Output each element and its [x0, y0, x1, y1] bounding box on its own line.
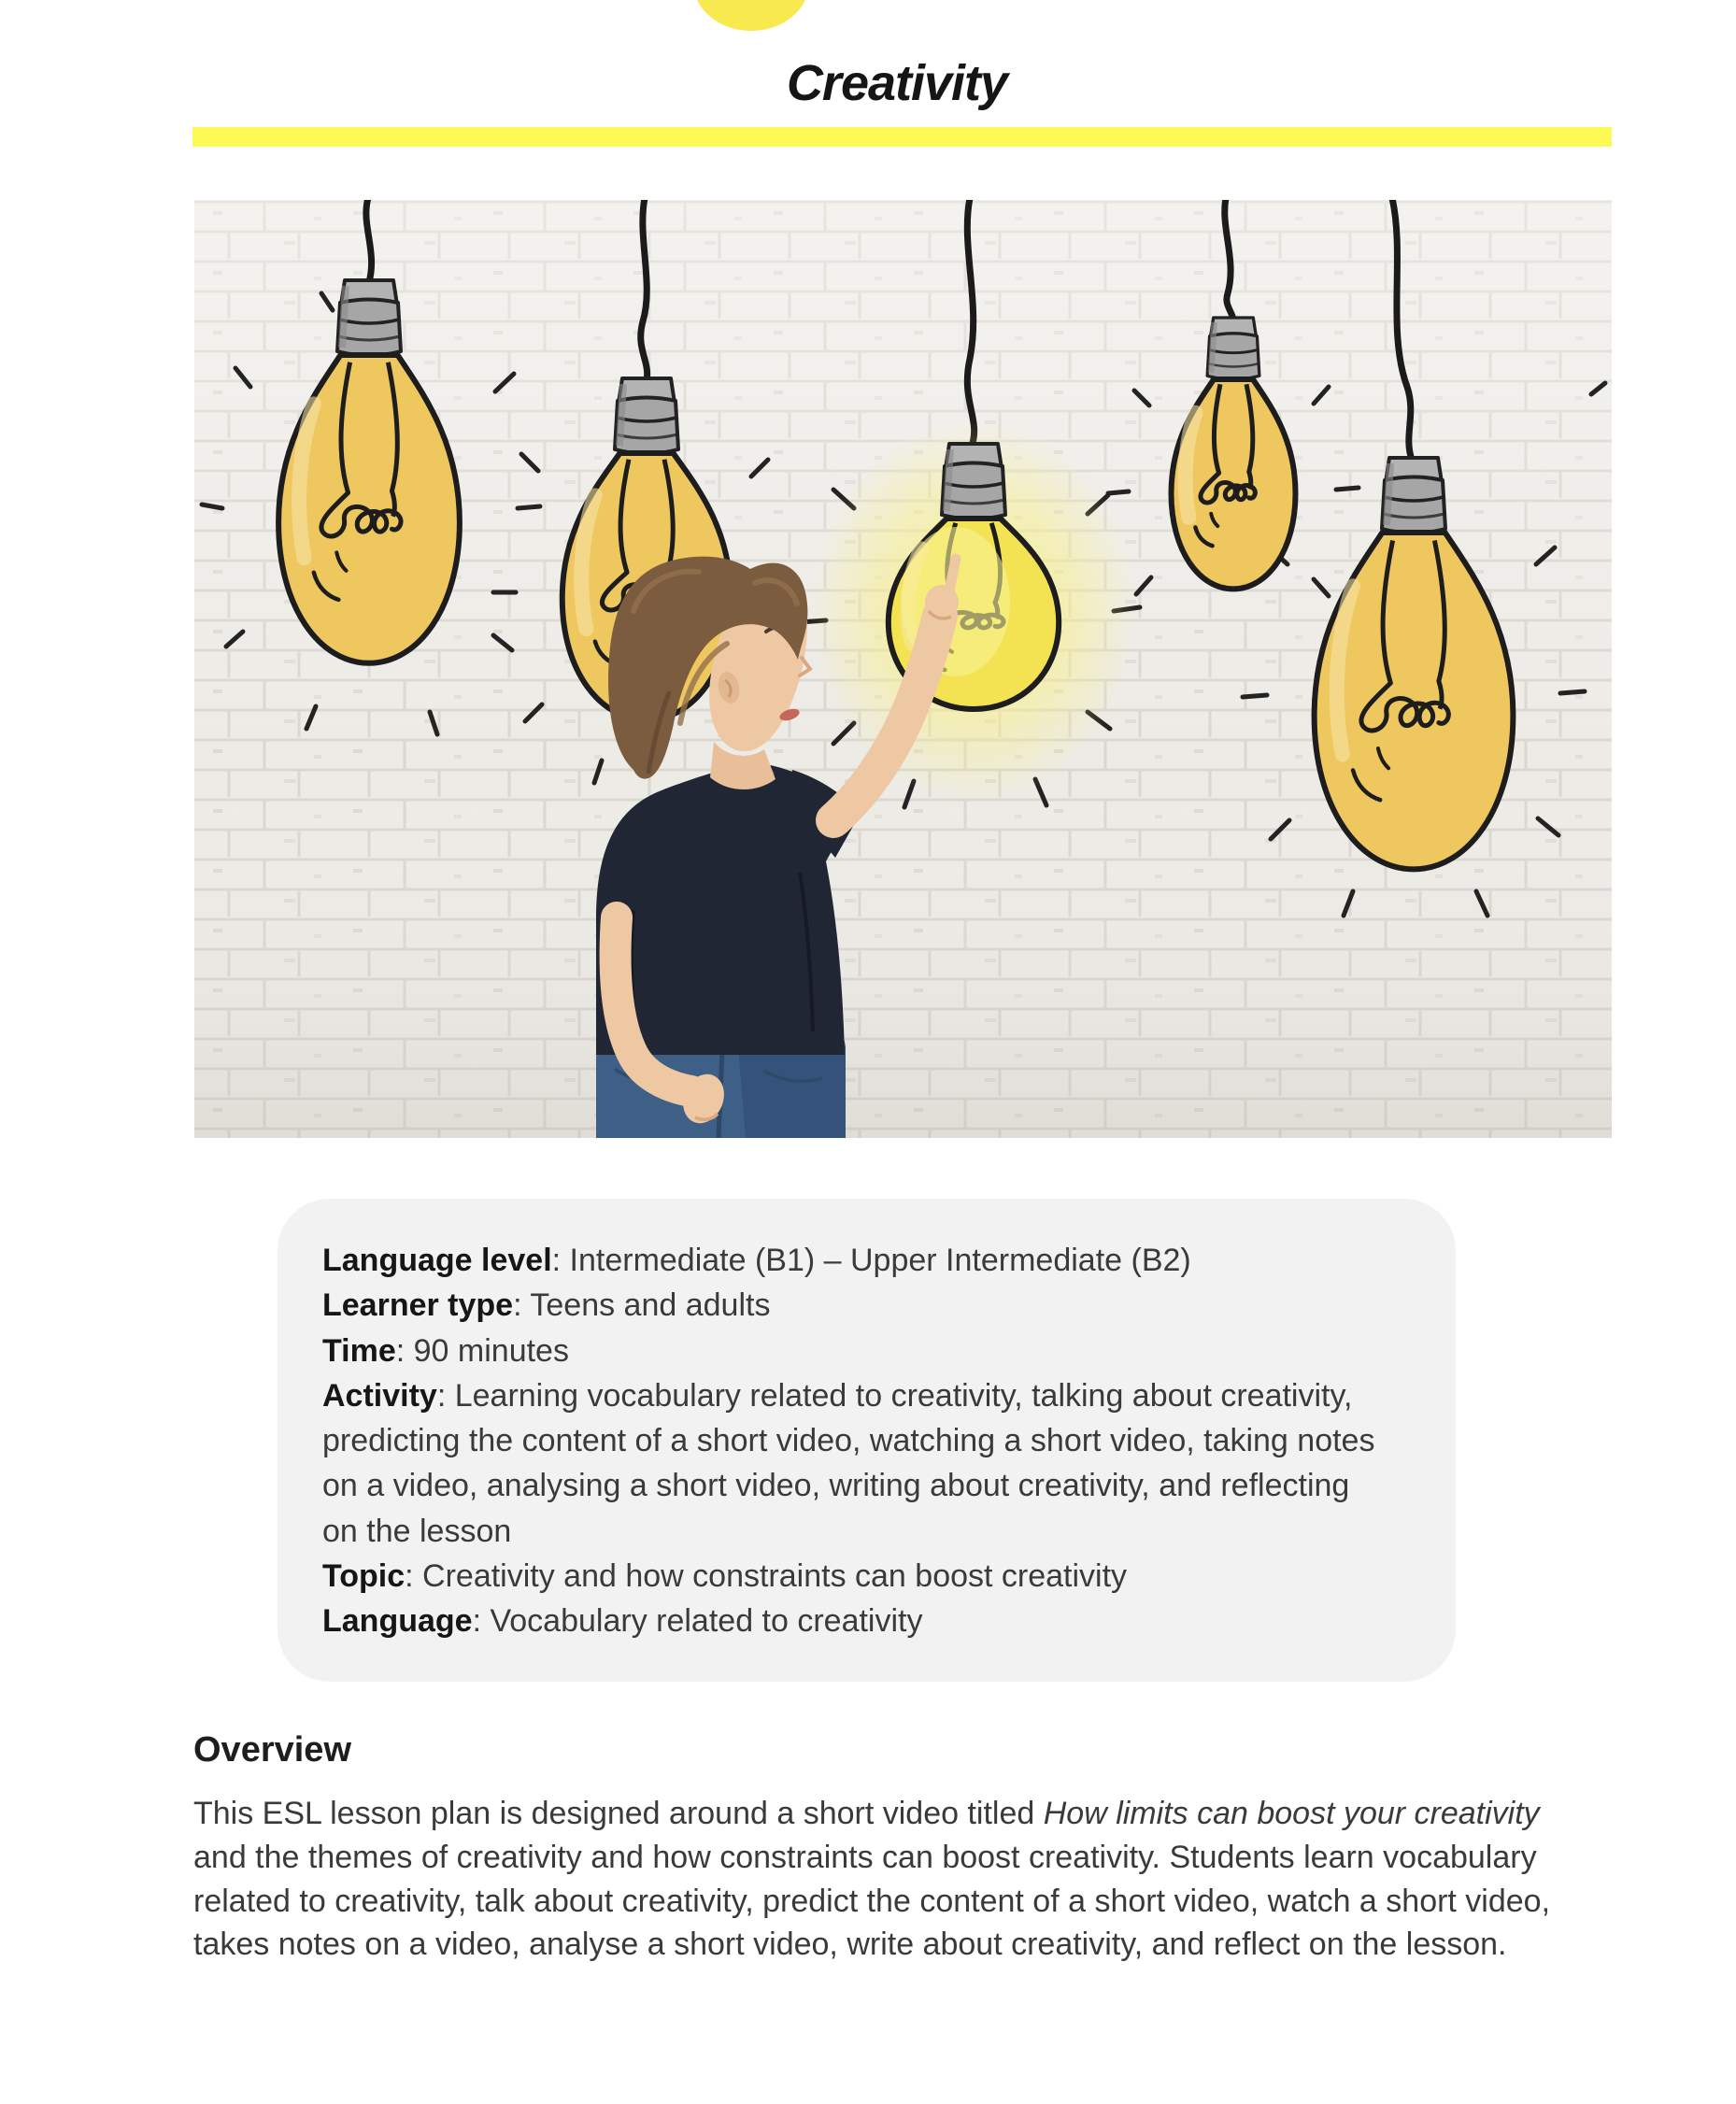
- creativity-illustration: [194, 200, 1612, 1138]
- overview-heading: Overview: [193, 1730, 351, 1770]
- info-row-topic: [322, 1554, 1390, 1599]
- info-label: Learner type: [322, 1287, 514, 1324]
- overview-text-1: This ESL lesson plan is designed around a short video titled: [193, 1796, 1044, 1831]
- info-label: Topic: [322, 1558, 406, 1595]
- t-shirt: [596, 763, 860, 1055]
- info-value: : Vocabulary related to creativity: [472, 1603, 923, 1640]
- info-value: : Creativity and how constraints can boost creativity: [405, 1558, 1128, 1595]
- logo-ellipse-icon: [693, 0, 809, 31]
- page-title: Creativity: [786, 55, 1008, 111]
- lesson-info-box: [277, 1199, 1456, 1682]
- info-value: : Intermediate (B1) – Upper Intermediate (B2): [551, 1243, 1191, 1278]
- info-value: : Teens and adults: [513, 1287, 771, 1324]
- info-value: : Learning vocabulary related to creativity, talking about creativity, predicting the content of a short video, watching a short video, taking notes on a video, analysing a short video, writing about creativity, and reflecting on the lesson: [322, 1377, 1375, 1549]
- info-label: Activity: [322, 1377, 437, 1414]
- info-row-language-level: [322, 1238, 1390, 1283]
- info-label: Language level: [322, 1243, 552, 1278]
- info-label: Time: [322, 1332, 396, 1369]
- lesson-photo: [194, 200, 1612, 1138]
- info-row-time: [322, 1329, 1390, 1373]
- info-value: : 90 minutes: [395, 1332, 569, 1369]
- info-row-learner-type: [322, 1283, 1390, 1328]
- light-bulb-3-glowing: [810, 419, 1137, 803]
- overview-paragraph: [193, 1792, 1558, 1967]
- overview-video-title: How limits can boost your creativity: [1043, 1796, 1540, 1831]
- info-row-activity: [322, 1373, 1390, 1554]
- info-row-language: [322, 1599, 1390, 1643]
- info-label: Language: [322, 1603, 473, 1640]
- overview-text-2: and the themes of creativity and how constraints can boost creativity. Students learn vocabulary related to creativity, talk about creativity, predict the content of a short video, watch a short video, takes notes on a video, analyse a short video, write about creativity, and reflect on the lesson.: [193, 1839, 1551, 1963]
- title-underline: [192, 127, 1612, 147]
